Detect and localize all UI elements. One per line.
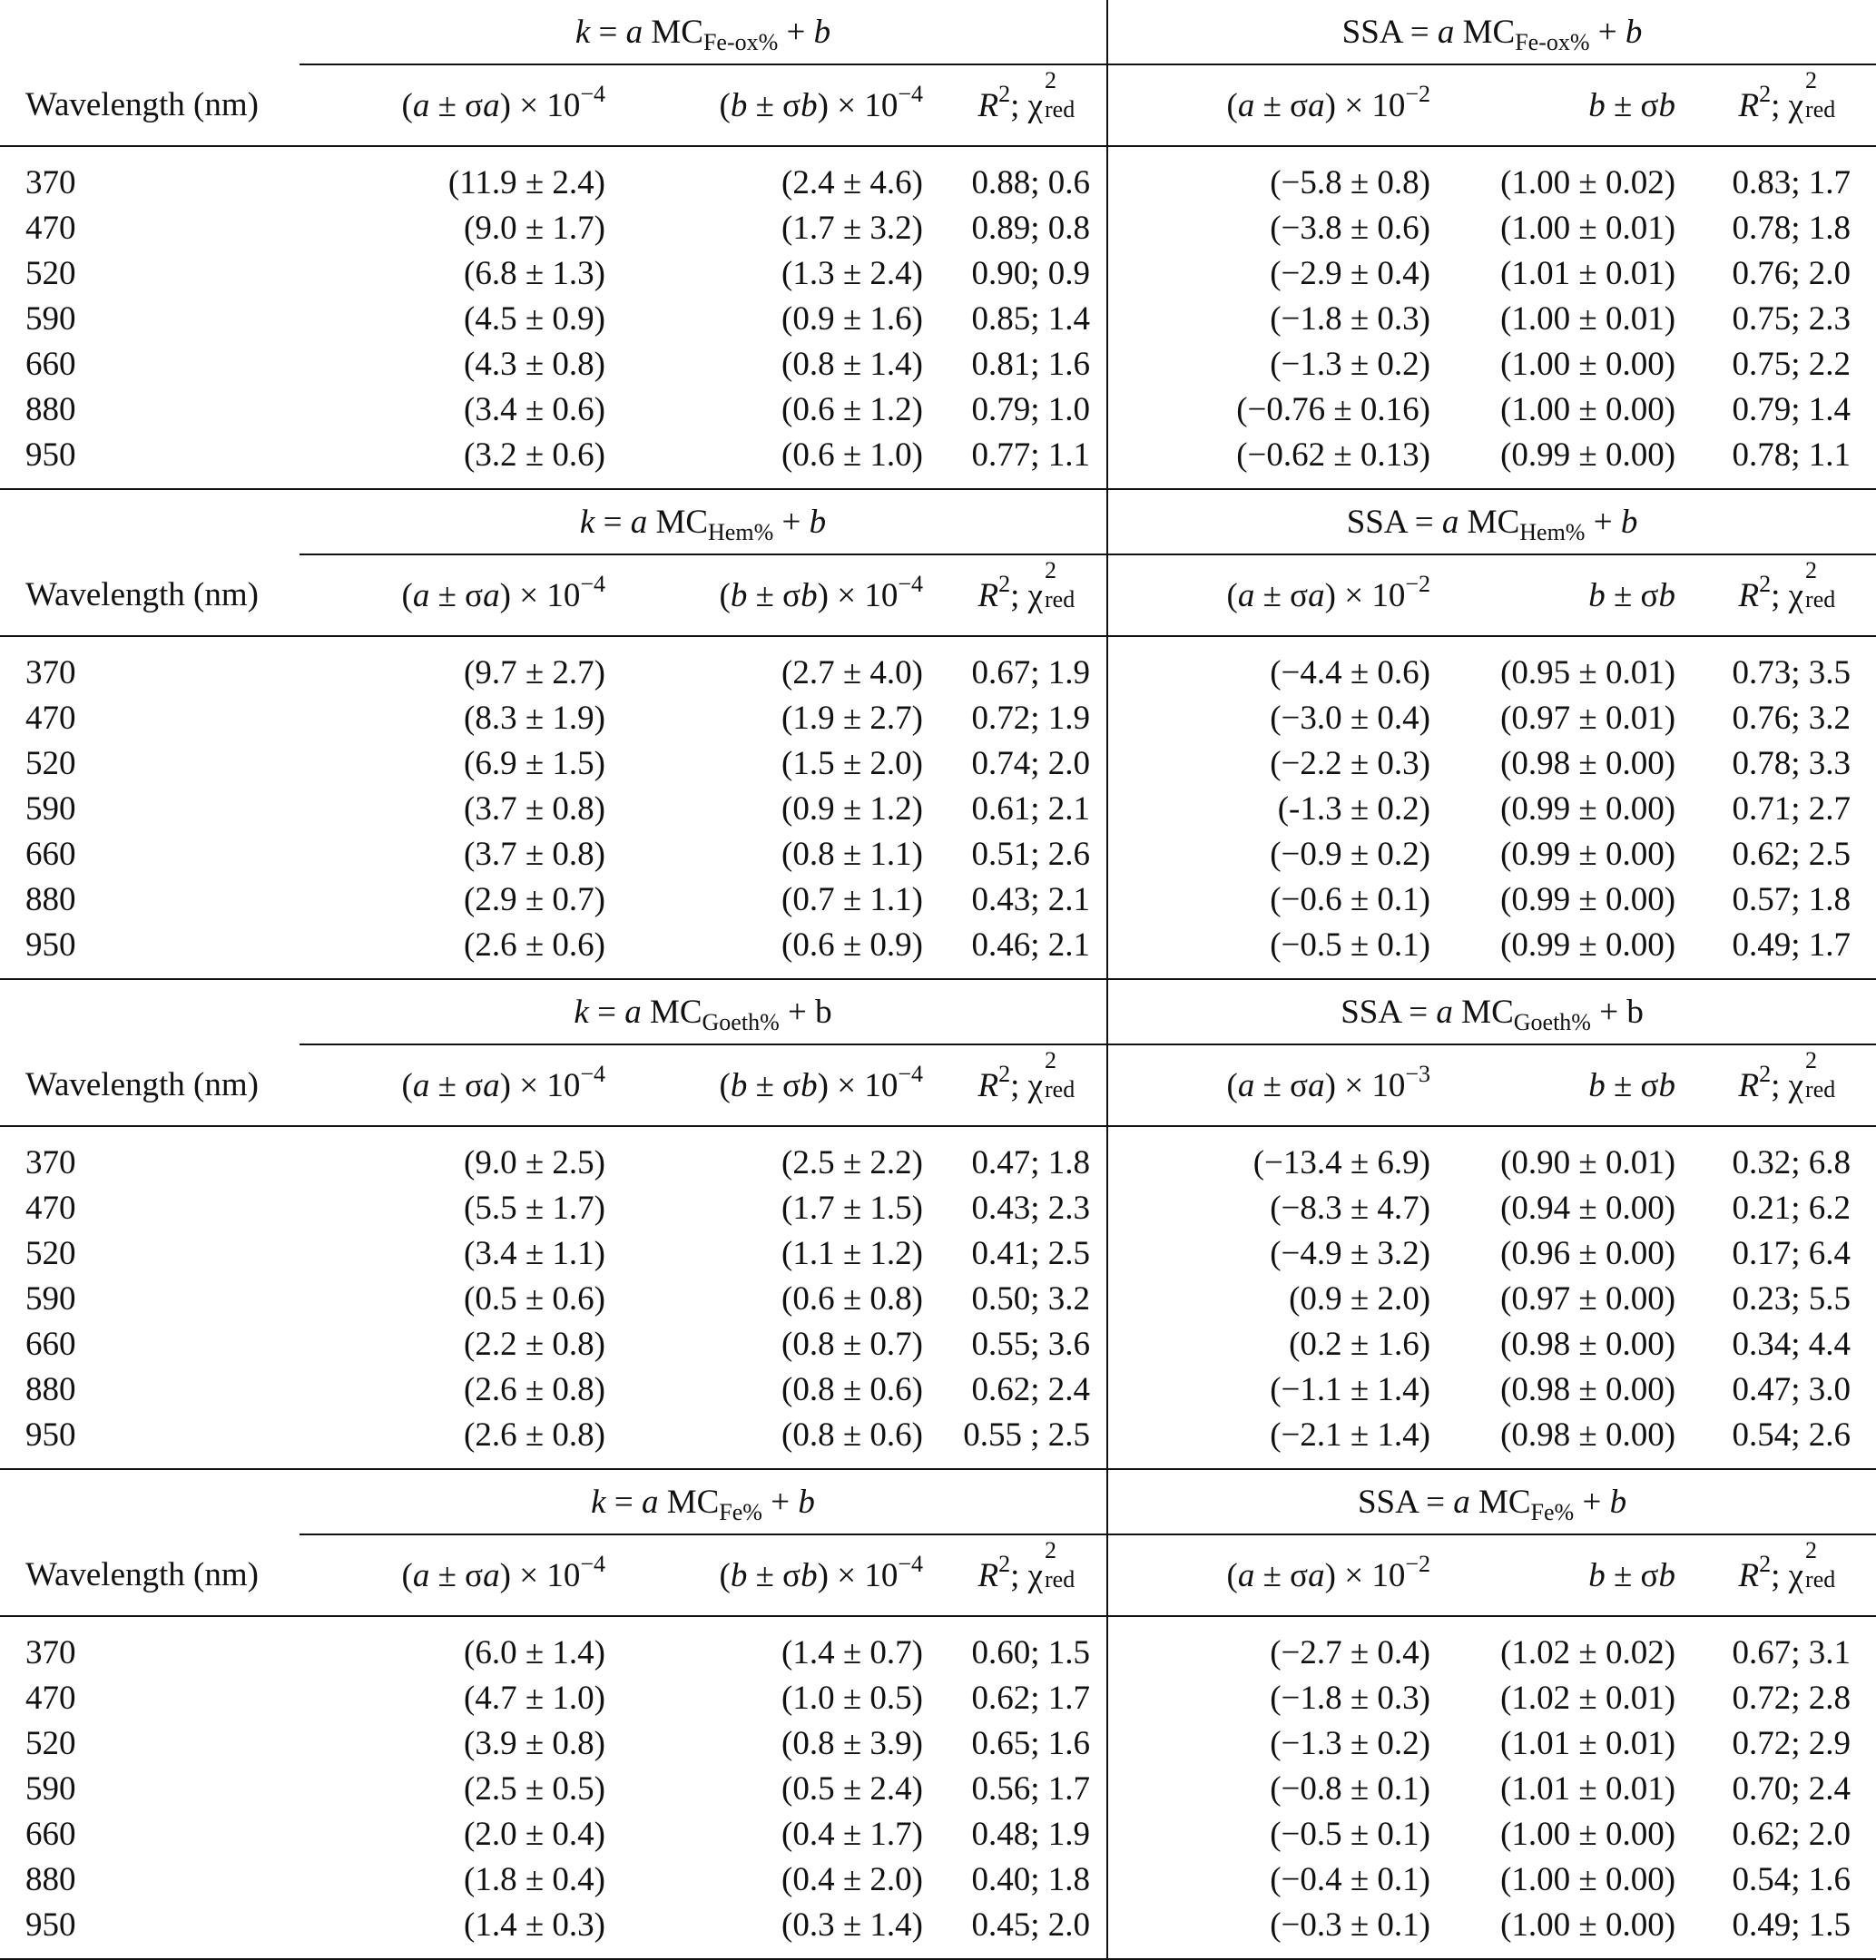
k-r2-cell: 0.62; 2.4 <box>923 1367 1107 1412</box>
ssa-r2-cell: 0.32; 6.8 <box>1732 1143 1851 1181</box>
k-equation: k = a $MC_{Fe-ox\%} + b$ <box>300 0 1107 64</box>
ssa-b-cell: (1.00 ± 0.00) <box>1500 390 1676 428</box>
ssa-b-cell: (0.94 ± 0.00) <box>1500 1189 1676 1227</box>
ssa-a-cell: (−3.0 ± 0.4) <box>1270 699 1431 737</box>
k-b-cell: (0.8 ± 0.6) <box>605 1412 923 1469</box>
table-row <box>0 205 1876 250</box>
ssa-b-cell: (1.01 ± 0.01) <box>1500 254 1676 292</box>
wavelength-cell: 880 <box>25 390 76 428</box>
table-row <box>0 296 1876 341</box>
ssa-r2-cell: 0.71; 2.7 <box>1732 789 1851 828</box>
k-b-cell: (0.3 ± 1.4) <box>605 1902 923 1959</box>
ssa-a-cell: (−2.1 ± 1.4) <box>1107 1412 1430 1469</box>
k-r2-cell: 0.43; 2.3 <box>923 1185 1107 1230</box>
wavelength-cell: 880 <box>25 1860 76 1898</box>
ssa-b-header: b ± σb <box>1430 554 1675 636</box>
k-r2-cell: 0.88; 0.6 <box>923 146 1107 205</box>
ssa-r2-cell: 0.73; 3.5 <box>1732 653 1851 691</box>
k-a-cell: (6.0 ± 1.4) <box>464 1633 605 1671</box>
ssa-a-cell: (−13.4 ± 6.9) <box>1252 1143 1431 1181</box>
table-row <box>0 387 1876 432</box>
ssa-b-cell: (0.96 ± 0.00) <box>1500 1234 1676 1272</box>
ssa-r2-cell: 0.17; 6.4 <box>1732 1234 1851 1272</box>
table-row <box>0 1902 1876 1959</box>
table-row <box>0 1126 1876 1185</box>
ssa-equation: SSA = a $MC_{Fe-ox\%} + b$ <box>1107 0 1876 64</box>
ssa-r2-cell: 0.79; 1.4 <box>1732 390 1851 428</box>
ssa-a-header: $(a \pm \sigma a) \times 10^{-3}$ <box>1107 1044 1430 1126</box>
ssa-a-cell: (−1.1 ± 1.4) <box>1270 1370 1431 1408</box>
wavelength-cell: 880 <box>25 880 76 918</box>
k-b-cell: (0.8 ± 1.4) <box>781 345 923 383</box>
ssa-b-cell: (0.98 ± 0.00) <box>1430 1412 1675 1469</box>
ssa-a-cell: (−8.3 ± 4.7) <box>1270 1189 1431 1227</box>
k-r2-cell: 0.77; 1.1 <box>923 432 1107 489</box>
k-b-cell: (0.8 ± 0.6) <box>781 1370 923 1408</box>
table-row <box>0 1720 1876 1766</box>
wavelength-cell: 370 <box>25 1143 76 1181</box>
wavelength-cell: 520 <box>25 254 76 292</box>
k-a-cell: (2.5 ± 0.5) <box>464 1769 605 1808</box>
equation-row <box>0 489 1876 554</box>
k-a-cell: (9.0 ± 2.5) <box>464 1143 605 1181</box>
table-row <box>0 1321 1876 1367</box>
table-row <box>0 1811 1876 1857</box>
wavelength-cell: 950 <box>0 432 300 489</box>
ssa-r2-cell: 0.83; 1.7 <box>1732 163 1851 201</box>
wavelength-cell: 660 <box>25 835 76 873</box>
ssa-r2-header: $R^2$; χ 2 red <box>1675 554 1876 636</box>
wavelength-cell: 590 <box>25 1769 76 1808</box>
ssa-a-header: $(a \pm \sigma a) \times 10^{-2}$ <box>1107 64 1430 146</box>
wavelength-cell: 520 <box>25 1234 76 1272</box>
table-row <box>0 1766 1876 1811</box>
k-b-cell: (2.7 ± 4.0) <box>781 653 923 691</box>
wavelength-cell: 660 <box>25 345 76 383</box>
k-r2-cell: 0.51; 2.6 <box>923 831 1107 877</box>
ssa-equation: SSA = a $MC_{Hem\%} + b$ <box>1107 489 1876 554</box>
k-a-header: $(a \pm \sigma a) \times 10^{-4}$ <box>300 1534 605 1616</box>
k-b-cell: (1.4 ± 0.7) <box>781 1633 923 1671</box>
ssa-a-cell: (−4.9 ± 3.2) <box>1270 1234 1431 1272</box>
k-r2-cell: 0.67; 1.9 <box>923 636 1107 695</box>
k-a-cell: (8.3 ± 1.9) <box>464 699 605 737</box>
column-header-row <box>0 64 1876 146</box>
ssa-b-cell: (0.99 ± 0.00) <box>1430 432 1675 489</box>
k-a-cell: (2.6 ± 0.8) <box>300 1412 605 1469</box>
table-row <box>0 1857 1876 1902</box>
k-b-cell: (1.7 ± 3.2) <box>781 209 923 247</box>
k-r2-header: $R^2$; χ 2 red <box>923 554 1107 636</box>
k-equation: k = a $MC_{Fe\%} + b$ <box>300 1469 1107 1534</box>
ssa-r2-cell: 0.78; 1.1 <box>1675 432 1876 489</box>
k-a-cell: (2.6 ± 0.6) <box>300 922 605 979</box>
ssa-b-cell: (1.00 ± 0.01) <box>1500 299 1676 338</box>
k-r2-cell: 0.55 ; 2.5 <box>923 1412 1107 1469</box>
ssa-b-cell: (0.98 ± 0.00) <box>1500 1325 1676 1363</box>
k-r2-cell: 0.40; 1.8 <box>923 1857 1107 1902</box>
ssa-equation: SSA = a $MC_{Fe\%} + b$ <box>1107 1469 1876 1534</box>
ssa-a-cell: (−3.8 ± 0.6) <box>1270 209 1431 247</box>
k-b-cell: (0.9 ± 1.2) <box>781 789 923 828</box>
table-row <box>0 831 1876 877</box>
k-b-header: $(b \pm \sigma b) \times 10^{-4}$ <box>605 1044 923 1126</box>
equation-row <box>0 979 1876 1044</box>
ssa-b-cell: (1.00 ± 0.00) <box>1500 345 1676 383</box>
table-row <box>0 877 1876 922</box>
ssa-r2-cell: 0.72; 2.8 <box>1732 1679 1851 1717</box>
ssa-r2-cell: 0.54; 1.6 <box>1732 1860 1851 1898</box>
table-row <box>0 146 1876 205</box>
wavelength-header: Wavelength (nm) <box>0 64 300 146</box>
ssa-b-cell: (1.00 ± 0.01) <box>1500 209 1676 247</box>
ssa-a-cell: (−1.8 ± 0.3) <box>1270 1679 1431 1717</box>
ssa-a-cell: (−4.4 ± 0.6) <box>1270 653 1431 691</box>
k-r2-cell: 0.62; 1.7 <box>923 1675 1107 1720</box>
table-row <box>0 1367 1876 1412</box>
k-a-header: $(a \pm \sigma a) \times 10^{-4}$ <box>300 1044 605 1126</box>
table-row <box>0 1230 1876 1276</box>
ssa-a-cell: (−2.7 ± 0.4) <box>1270 1633 1431 1671</box>
ssa-a-cell: (−0.4 ± 0.1) <box>1270 1860 1431 1898</box>
wavelength-cell: 660 <box>25 1325 76 1363</box>
k-a-cell: (11.9 ± 2.4) <box>447 163 605 201</box>
wavelength-header: Wavelength (nm) <box>0 1044 300 1126</box>
ssa-b-cell: (1.01 ± 0.01) <box>1500 1769 1676 1808</box>
k-b-cell: (1.0 ± 0.5) <box>781 1679 923 1717</box>
k-a-cell: (3.7 ± 0.8) <box>464 789 605 828</box>
ssa-b-cell: (1.01 ± 0.01) <box>1500 1724 1676 1762</box>
ssa-b-cell: (0.99 ± 0.00) <box>1430 922 1675 979</box>
ssa-a-cell: (−0.62 ± 0.13) <box>1107 432 1430 489</box>
ssa-a-cell: (−0.9 ± 0.2) <box>1270 835 1431 873</box>
ssa-b-header: b ± σb <box>1430 1534 1675 1616</box>
k-b-cell: (0.6 ± 1.2) <box>781 390 923 428</box>
k-r2-cell: 0.89; 0.8 <box>923 205 1107 250</box>
table-row <box>0 922 1876 979</box>
k-equation: k = a $MC_{Goeth\%} + b$ <box>300 979 1107 1044</box>
k-b-cell: (2.5 ± 2.2) <box>781 1143 923 1181</box>
k-b-cell: (0.8 ± 3.9) <box>781 1724 923 1762</box>
ssa-a-cell: (−0.3 ± 0.1) <box>1107 1902 1430 1959</box>
table-row <box>0 1412 1876 1469</box>
table-row <box>0 250 1876 296</box>
k-r2-cell: 0.61; 2.1 <box>923 786 1107 831</box>
ssa-r2-cell: 0.49; 1.7 <box>1675 922 1876 979</box>
wavelength-cell: 590 <box>25 299 76 338</box>
k-b-cell: (0.6 ± 0.9) <box>605 922 923 979</box>
ssa-b-header: b ± σb <box>1430 64 1675 146</box>
wavelength-cell: 470 <box>25 1679 76 1717</box>
ssa-r2-cell: 0.78; 3.3 <box>1732 744 1851 782</box>
ssa-a-cell: (−1.8 ± 0.3) <box>1270 299 1431 338</box>
k-r2-cell: 0.46; 2.1 <box>923 922 1107 979</box>
ssa-equation: SSA = a $MC_{Goeth\%} + b$ <box>1107 979 1876 1044</box>
k-a-cell: (3.2 ± 0.6) <box>300 432 605 489</box>
equation-row <box>0 0 1876 64</box>
ssa-r2-cell: 0.23; 5.5 <box>1732 1279 1851 1318</box>
column-header-row <box>0 554 1876 636</box>
ssa-b-cell: (0.99 ± 0.00) <box>1500 789 1676 828</box>
k-b-cell: (0.5 ± 2.4) <box>781 1769 923 1808</box>
k-r2-cell: 0.90; 0.9 <box>923 250 1107 296</box>
k-b-cell: (0.4 ± 2.0) <box>781 1860 923 1898</box>
wavelength-cell: 950 <box>0 1902 300 1959</box>
k-b-header: $(b \pm \sigma b) \times 10^{-4}$ <box>605 64 923 146</box>
wavelength-cell: 370 <box>25 163 76 201</box>
table-row <box>0 740 1876 786</box>
table-row <box>0 1276 1876 1321</box>
k-r2-cell: 0.48; 1.9 <box>923 1811 1107 1857</box>
k-b-cell: (0.7 ± 1.1) <box>781 880 923 918</box>
k-equation: k = a $MC_{Hem\%} + b$ <box>300 489 1107 554</box>
k-r2-cell: 0.41; 2.5 <box>923 1230 1107 1276</box>
ssa-r2-cell: 0.70; 2.4 <box>1732 1769 1851 1808</box>
k-b-cell: (1.1 ± 1.2) <box>781 1234 923 1272</box>
wavelength-header: Wavelength (nm) <box>0 1534 300 1616</box>
ssa-r2-cell: 0.76; 2.0 <box>1732 254 1851 292</box>
wavelength-cell: 590 <box>25 1279 76 1318</box>
ssa-a-cell: (−2.9 ± 0.4) <box>1270 254 1431 292</box>
ssa-a-header: $(a \pm \sigma a) \times 10^{-2}$ <box>1107 554 1430 636</box>
wavelength-cell: 470 <box>25 209 76 247</box>
k-b-cell: (0.6 ± 0.8) <box>781 1279 923 1318</box>
k-b-cell: (0.8 ± 0.7) <box>781 1325 923 1363</box>
k-a-cell: (6.9 ± 1.5) <box>464 744 605 782</box>
k-b-cell: (0.9 ± 1.6) <box>781 299 923 338</box>
k-a-header: $(a \pm \sigma a) \times 10^{-4}$ <box>300 64 605 146</box>
ssa-b-cell: (1.02 ± 0.01) <box>1500 1679 1676 1717</box>
k-a-cell: (6.8 ± 1.3) <box>464 254 605 292</box>
k-b-cell: (1.5 ± 2.0) <box>781 744 923 782</box>
k-r2-cell: 0.79; 1.0 <box>923 387 1107 432</box>
k-a-cell: (1.8 ± 0.4) <box>464 1860 605 1898</box>
wavelength-cell: 470 <box>25 1189 76 1227</box>
ssa-r2-header: $R^2$; χ 2 red <box>1675 1534 1876 1616</box>
k-a-cell: (2.0 ± 0.4) <box>464 1815 605 1853</box>
column-header-row <box>0 1044 1876 1126</box>
k-r2-cell: 0.45; 2.0 <box>923 1902 1107 1959</box>
wavelength-cell: 950 <box>0 922 300 979</box>
ssa-r2-cell: 0.54; 2.6 <box>1675 1412 1876 1469</box>
ssa-b-cell: (0.99 ± 0.00) <box>1500 835 1676 873</box>
table-row <box>0 1185 1876 1230</box>
ssa-a-cell: (−0.8 ± 0.1) <box>1270 1769 1431 1808</box>
wavelength-cell: 660 <box>25 1815 76 1853</box>
k-b-cell: (0.6 ± 1.0) <box>605 432 923 489</box>
ssa-b-cell: (1.00 ± 0.00) <box>1500 1860 1676 1898</box>
k-a-cell: (1.4 ± 0.3) <box>300 1902 605 1959</box>
ssa-b-cell: (0.97 ± 0.00) <box>1500 1279 1676 1318</box>
k-b-cell: (2.4 ± 4.6) <box>781 163 923 201</box>
ssa-a-cell: (−0.76 ± 0.16) <box>1236 390 1431 428</box>
ssa-a-cell: (−5.8 ± 0.8) <box>1270 163 1431 201</box>
k-r2-cell: 0.55; 3.6 <box>923 1321 1107 1367</box>
table-row <box>0 1616 1876 1675</box>
ssa-b-cell: (0.98 ± 0.00) <box>1500 1370 1676 1408</box>
ssa-b-header: b ± σb <box>1430 1044 1675 1126</box>
column-header-row <box>0 1534 1876 1616</box>
k-a-cell: (3.4 ± 1.1) <box>464 1234 605 1272</box>
equation-row <box>0 1469 1876 1534</box>
ssa-r2-cell: 0.78; 1.8 <box>1732 209 1851 247</box>
wavelength-cell: 520 <box>25 744 76 782</box>
k-r2-cell: 0.72; 1.9 <box>923 695 1107 740</box>
ssa-b-cell: (1.00 ± 0.00) <box>1430 1902 1675 1959</box>
ssa-b-cell: (1.00 ± 0.02) <box>1500 163 1676 201</box>
ssa-b-cell: (1.02 ± 0.02) <box>1500 1633 1676 1671</box>
ssa-r2-cell: 0.67; 3.1 <box>1732 1633 1851 1671</box>
wavelength-cell: 370 <box>25 653 76 691</box>
wavelength-cell: 370 <box>25 1633 76 1671</box>
ssa-r2-cell: 0.47; 3.0 <box>1732 1370 1851 1408</box>
k-a-cell: (2.9 ± 0.7) <box>464 880 605 918</box>
ssa-a-header: $(a \pm \sigma a) \times 10^{-2}$ <box>1107 1534 1430 1616</box>
wavelength-cell: 520 <box>25 1724 76 1762</box>
k-r2-header: $R^2$; χ 2 red <box>923 64 1107 146</box>
k-a-cell: (3.9 ± 0.8) <box>464 1724 605 1762</box>
ssa-r2-cell: 0.76; 3.2 <box>1732 699 1851 737</box>
k-b-header: $(b \pm \sigma b) \times 10^{-4}$ <box>605 554 923 636</box>
k-b-cell: (0.4 ± 1.7) <box>781 1815 923 1853</box>
table-row <box>0 786 1876 831</box>
k-a-header: $(a \pm \sigma a) \times 10^{-4}$ <box>300 554 605 636</box>
k-r2-cell: 0.85; 1.4 <box>923 296 1107 341</box>
k-b-header: $(b \pm \sigma b) \times 10^{-4}$ <box>605 1534 923 1616</box>
ssa-r2-cell: 0.75; 2.2 <box>1732 345 1851 383</box>
k-b-cell: (1.7 ± 1.5) <box>781 1189 923 1227</box>
ssa-r2-cell: 0.21; 6.2 <box>1732 1189 1851 1227</box>
ssa-a-cell: (−0.6 ± 0.1) <box>1270 880 1431 918</box>
ssa-b-cell: (0.95 ± 0.01) <box>1500 653 1676 691</box>
ssa-a-cell: (0.2 ± 1.6) <box>1289 1325 1431 1363</box>
k-r2-cell: 0.81; 1.6 <box>923 341 1107 387</box>
table-row <box>0 695 1876 740</box>
ssa-r2-cell: 0.75; 2.3 <box>1732 299 1851 338</box>
k-r2-header: $R^2$; χ 2 red <box>923 1534 1107 1616</box>
ssa-r2-header: $R^2$; χ 2 red <box>1675 1044 1876 1126</box>
ssa-a-cell: (−1.3 ± 0.2) <box>1270 345 1431 383</box>
k-a-cell: (9.7 ± 2.7) <box>464 653 605 691</box>
ssa-r2-cell: 0.72; 2.9 <box>1732 1724 1851 1762</box>
wavelength-cell: 880 <box>25 1370 76 1408</box>
ssa-a-cell: (0.9 ± 2.0) <box>1289 1279 1431 1318</box>
k-a-cell: (3.4 ± 0.6) <box>464 390 605 428</box>
ssa-b-cell: (1.00 ± 0.00) <box>1500 1815 1676 1853</box>
ssa-r2-header: $R^2$; χ 2 red <box>1675 64 1876 146</box>
wavelength-cell: 950 <box>0 1412 300 1469</box>
ssa-r2-cell: 0.49; 1.5 <box>1675 1902 1876 1959</box>
ssa-a-cell: (−1.3 ± 0.2) <box>1270 1724 1431 1762</box>
k-b-cell: (0.8 ± 1.1) <box>781 835 923 873</box>
k-a-cell: (3.7 ± 0.8) <box>464 835 605 873</box>
ssa-r2-cell: 0.57; 1.8 <box>1732 880 1851 918</box>
wavelength-header: Wavelength (nm) <box>0 554 300 636</box>
ssa-a-cell: (−0.5 ± 0.1) <box>1270 1815 1431 1853</box>
k-r2-cell: 0.43; 2.1 <box>923 877 1107 922</box>
table-row <box>0 1675 1876 1720</box>
k-a-cell: (5.5 ± 1.7) <box>464 1189 605 1227</box>
k-b-cell: (1.3 ± 2.4) <box>781 254 923 292</box>
table-row <box>0 636 1876 695</box>
k-r2-cell: 0.65; 1.6 <box>923 1720 1107 1766</box>
table-row <box>0 341 1876 387</box>
k-r2-cell: 0.47; 1.8 <box>923 1126 1107 1185</box>
k-a-cell: (4.3 ± 0.8) <box>464 345 605 383</box>
k-a-cell: (2.2 ± 0.8) <box>464 1325 605 1363</box>
k-r2-header: $R^2$; χ 2 red <box>923 1044 1107 1126</box>
ssa-b-cell: (0.98 ± 0.00) <box>1500 744 1676 782</box>
k-a-cell: (0.5 ± 0.6) <box>464 1279 605 1318</box>
wavelength-cell: 470 <box>25 699 76 737</box>
table-row <box>0 432 1876 489</box>
k-r2-cell: 0.56; 1.7 <box>923 1766 1107 1811</box>
k-b-cell: (1.9 ± 2.7) <box>781 699 923 737</box>
ssa-b-cell: (0.90 ± 0.01) <box>1500 1143 1676 1181</box>
k-a-cell: (4.7 ± 1.0) <box>464 1679 605 1717</box>
k-a-cell: (4.5 ± 0.9) <box>464 299 605 338</box>
k-a-cell: (2.6 ± 0.8) <box>464 1370 605 1408</box>
k-r2-cell: 0.50; 3.2 <box>923 1276 1107 1321</box>
ssa-r2-cell: 0.62; 2.0 <box>1732 1815 1851 1853</box>
ssa-a-cell: (−2.2 ± 0.3) <box>1270 744 1431 782</box>
ssa-b-cell: (0.99 ± 0.00) <box>1500 880 1676 918</box>
ssa-a-cell: (-1.3 ± 0.2) <box>1277 789 1431 828</box>
ssa-a-cell: (−0.5 ± 0.1) <box>1107 922 1430 979</box>
k-r2-cell: 0.74; 2.0 <box>923 740 1107 786</box>
ssa-r2-cell: 0.62; 2.5 <box>1732 835 1851 873</box>
ssa-r2-cell: 0.34; 4.4 <box>1732 1325 1851 1363</box>
k-a-cell: (9.0 ± 1.7) <box>464 209 605 247</box>
wavelength-cell: 590 <box>25 789 76 828</box>
k-r2-cell: 0.60; 1.5 <box>923 1616 1107 1675</box>
ssa-b-cell: (0.97 ± 0.01) <box>1500 699 1676 737</box>
